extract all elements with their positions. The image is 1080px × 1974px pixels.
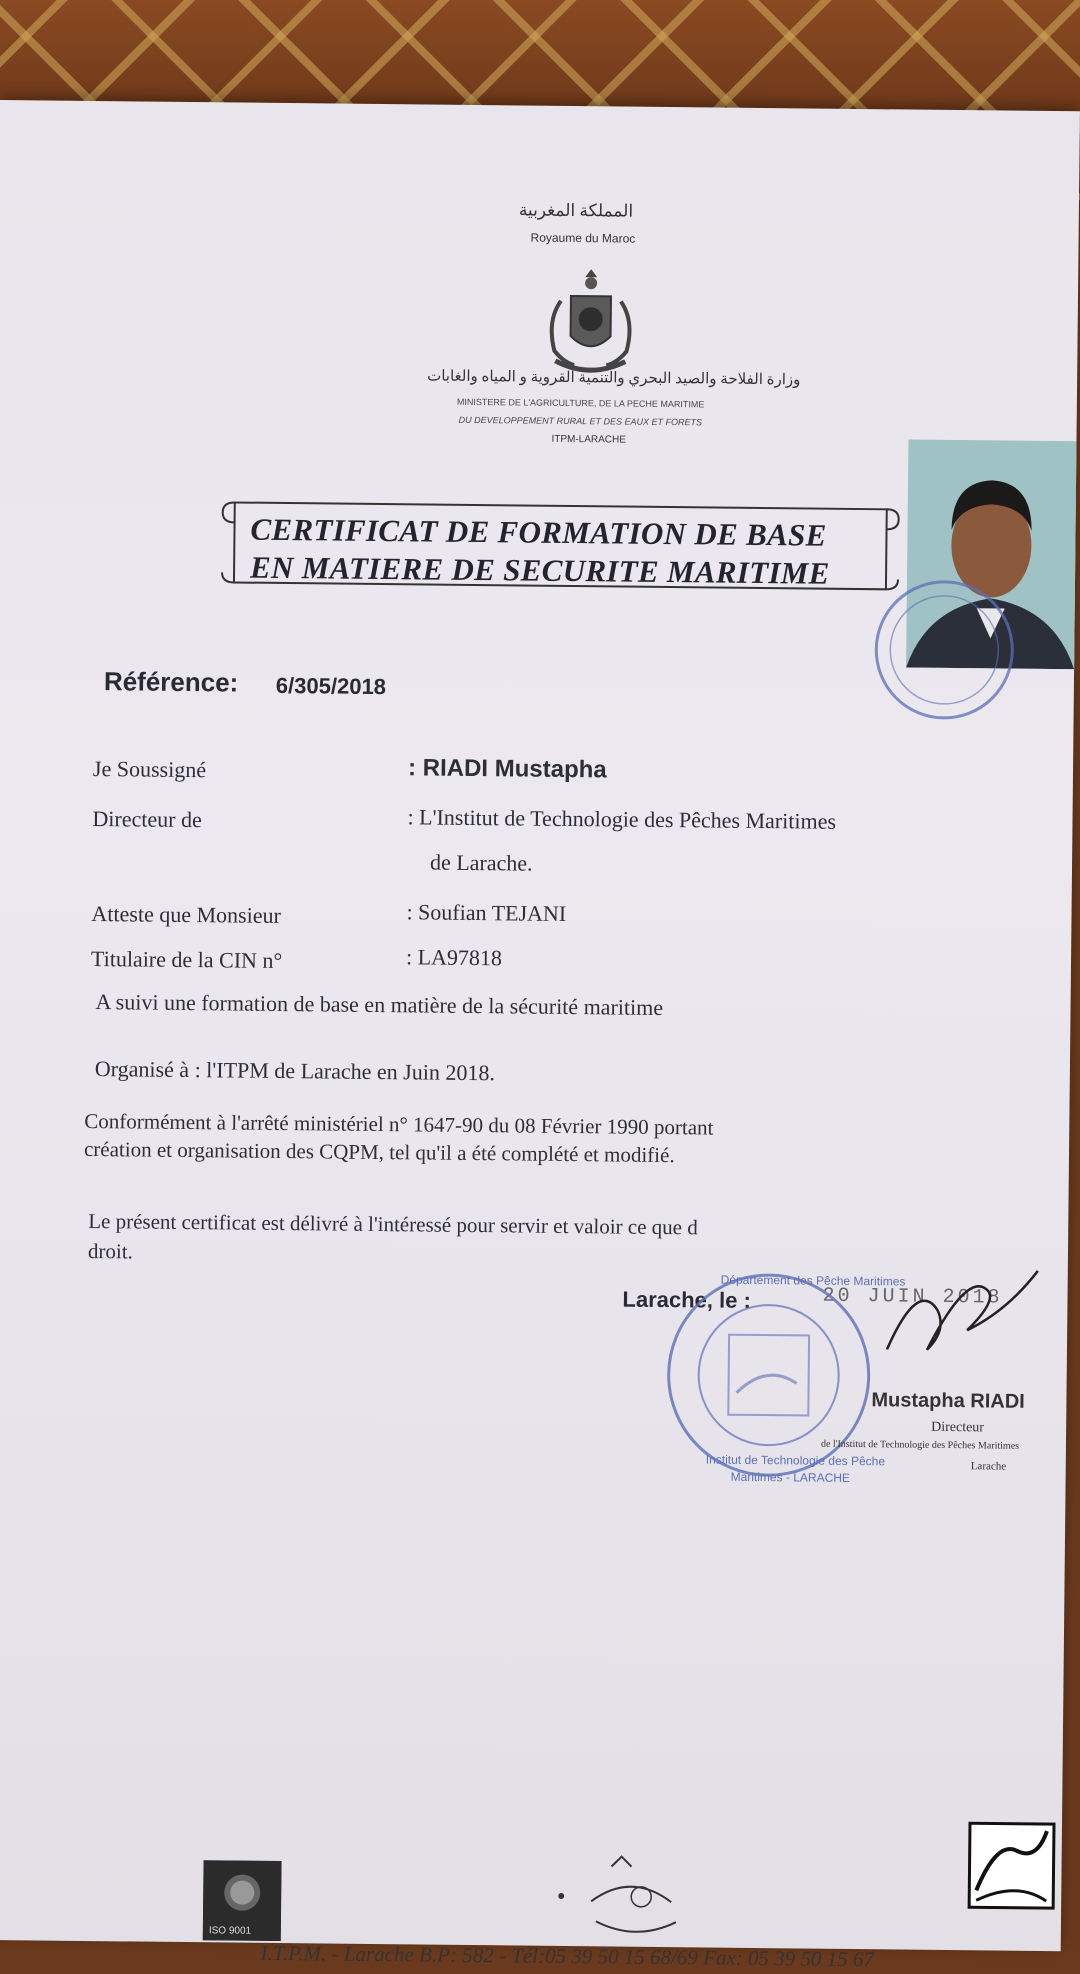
iso-logo-text: ISO 9001 [208,1925,252,1937]
ministry-arabic: وزارة الفلاحة والصيد البحري والتنمية القروية و المياه والغابات [427,368,801,389]
directeur-value-2: de Larache. [429,849,533,876]
atteste-label: Atteste que Monsieur [91,901,282,928]
royal-emblem-icon [535,261,646,382]
formation-line: A suivi une formation de base en matière de la sécurité maritime [95,989,664,1020]
present-line-2: droit. [87,1238,133,1264]
certificate-paper [0,100,1080,1972]
title-line-2: EN MATIERE DE SECURITE MARITIME [249,549,830,591]
reference-label: Référence: [103,666,239,698]
date-label: Larache, le : [622,1286,751,1313]
atteste-value: : Soufian TEJANI [406,899,567,926]
ministry-french-1: MINISTERE DE L'AGRICULTURE, DE LA PECHE MARITIME [456,396,705,410]
fish-wave-logo-icon [551,1846,712,1948]
cin-label: Titulaire de la CIN n° [90,946,283,974]
footer-address: I.T.P.M. - Larache B.P: 582 - Tél:05 39 50 15 68/69 Fax: 05 39 50 15 67 [260,1940,875,1972]
stamp-text-end: Maritimes - LARACHE [730,1469,851,1485]
soussigne-value: : RIADI Mustapha [407,754,607,784]
organise-line: Organisé à : l'ITPM de Larache en Juin 2018. [94,1056,496,1086]
stamp-text-bottom: Institut de Technologie des Pêche [705,1452,886,1469]
title-line-1: CERTIFICAT DE FORMATION DE BASE [250,511,827,553]
date-value: 20 JUIN 2018 [822,1284,1003,1310]
signatory-role: Directeur [931,1419,985,1436]
directeur-value-1: : L'Institut de Technologie des Pêches Maritimes [407,804,837,834]
kingdom-french: Royaume du Maroc [530,230,636,246]
reference-value: 6/305/2018 [275,672,387,700]
conformement-line-2: création et organisation des CQPM, tel qu'il a été complété et modifié. [83,1136,675,1168]
signatory-institute: de l'Institut de Technologie des Pêches Maritimes [820,1438,1020,1452]
conformement-line-1: Conformément à l'arrêté ministériel n° 1647-90 du 08 Février 1990 portant [84,1108,714,1140]
directeur-label: Directeur de [92,806,202,833]
stamp-text-top: Département des Pêche Maritimes [720,1272,906,1289]
institute-logo-icon [966,1820,1057,1911]
certificate-title [250,511,891,594]
ministry-french-3: ITPM-LARACHE [551,433,626,446]
signatory-name: Mustapha RIADI [871,1389,1025,1413]
handwritten-signature-icon [867,1239,1069,1391]
cin-value: : LA97818 [405,944,503,971]
signatory-city: Larache [970,1460,1007,1473]
kingdom-arabic: المملكة المغربية [518,200,634,221]
present-line-1: Le présent certificat est délivré à l'intéressé pour servir et valoir ce que d [88,1208,698,1240]
ministry-french-2: DU DEVELOPPEMENT RURAL ET DES EAUX ET FORETS [458,414,703,428]
soussigne-label: Je Soussigné [92,756,207,783]
photo-stamp-icon [844,574,1046,726]
